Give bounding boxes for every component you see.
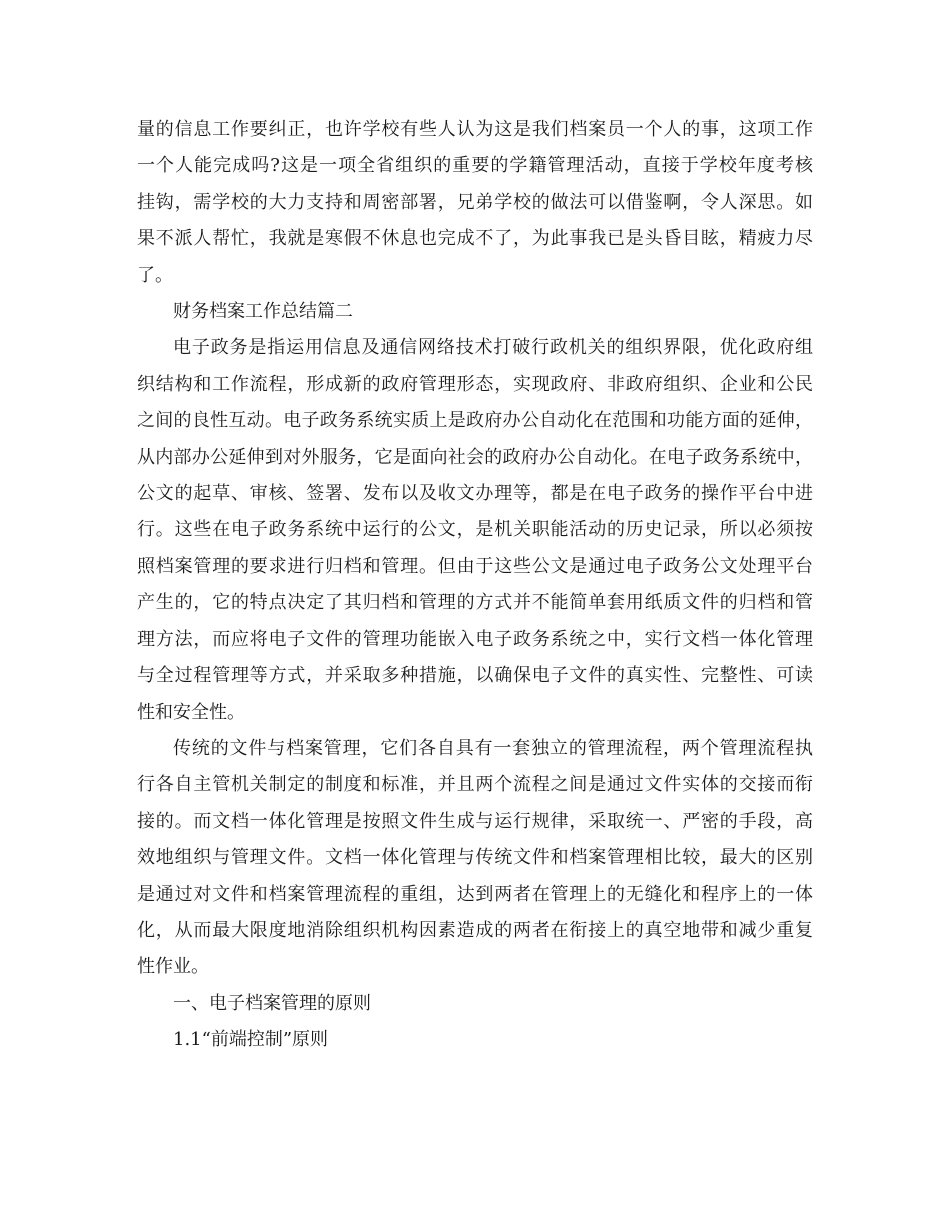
paragraph [137,112,813,294]
text-line: 与全过程管理等方式，并采取多种措施，以确保电子文件的真实性、完整性、可读 [137,665,813,687]
text-line: 行各自主管机关制定的制度和标准，并且两个流程之间是通过文件实体的交接而衔 [137,774,813,796]
text-line: 传统的文件与档案管理，它们各自具有一套独立的管理流程，两个管理流程执 [173,737,813,759]
text-line: 理方法，而应将电子文件的管理功能嵌入电子政务系统之中，实行文档一体化管理 [137,628,813,650]
section-heading [137,294,813,330]
text-line: 照档案管理的要求进行归档和管理。但由于这些公文是通过电子政务公文处理平台 [137,555,813,577]
paragraph [137,330,813,730]
text-line: 织结构和工作流程，形成新的政府管理形态，实现政府、非政府组织、企业和公民 [137,373,813,395]
heading-text: 一、电子档案管理的原则 [173,992,371,1014]
heading-text: 1.1“前端控制”原则 [173,1029,329,1051]
text-line: 量的信息工作要纠正，也许学校有些人认为这是我们档案员一个人的事，这项工作 [137,119,813,140]
text-line: 挂钩，需学校的大力支持和周密部署，兄弟学校的做法可以借鉴啊，令人深思。如 [137,191,813,213]
text-line: 公文的起草、审核、签署、发布以及收文办理等，都是在电子政务的操作平台中进 [137,483,813,505]
text-line: 电子政务是指运用信息及通信网络技术打破行政机关的组织界限，优化政府组 [173,337,813,359]
paragraph [137,731,813,986]
text-line: 接的。而文档一体化管理是按照文件生成与运行规律，采取统一、严密的手段，高 [137,810,813,832]
text-line: 果不派人帮忙，我就是寒假不休息也完成不了，为此事我已是头昏目眩，精疲力尽 [137,228,813,250]
text-line: 行。这些在电子政务系统中运行的公文，是机关职能活动的历史记录，所以必须按 [137,519,813,541]
section-heading [137,986,813,1022]
text-line: 从内部办公延伸到对外服务，它是面向社会的政府办公自动化。在电子政务系统中， [137,446,813,468]
heading-text: 财务档案工作总结篇二 [173,301,353,323]
text-line: 效地组织与管理文件。文档一体化管理与传统文件和档案管理相比较，最大的区别 [137,847,813,869]
text-line: 之间的良性互动。电子政务系统实质上是政府办公自动化在范围和功能方面的延伸， [137,410,813,432]
subsection-heading [137,1022,813,1058]
document-body [137,112,813,1059]
text-line: 一个人能完成吗?这是一项全省组织的重要的学籍管理活动，直接于学校年度考核 [137,155,813,177]
text-line: 了。 [137,264,173,286]
text-line: 化，从而最大限度地消除组织机构因素造成的两者在衔接上的真空地带和减少重复 [137,919,813,941]
text-line: 是通过对文件和档案管理流程的重组，达到两者在管理上的无缝化和程序上的一体 [137,883,813,905]
text-line: 产生的，它的特点决定了其归档和管理的方式并不能简单套用纸质文件的归档和管 [137,592,813,614]
text-line: 性作业。 [137,956,209,978]
text-line: 性和安全性。 [137,701,245,723]
